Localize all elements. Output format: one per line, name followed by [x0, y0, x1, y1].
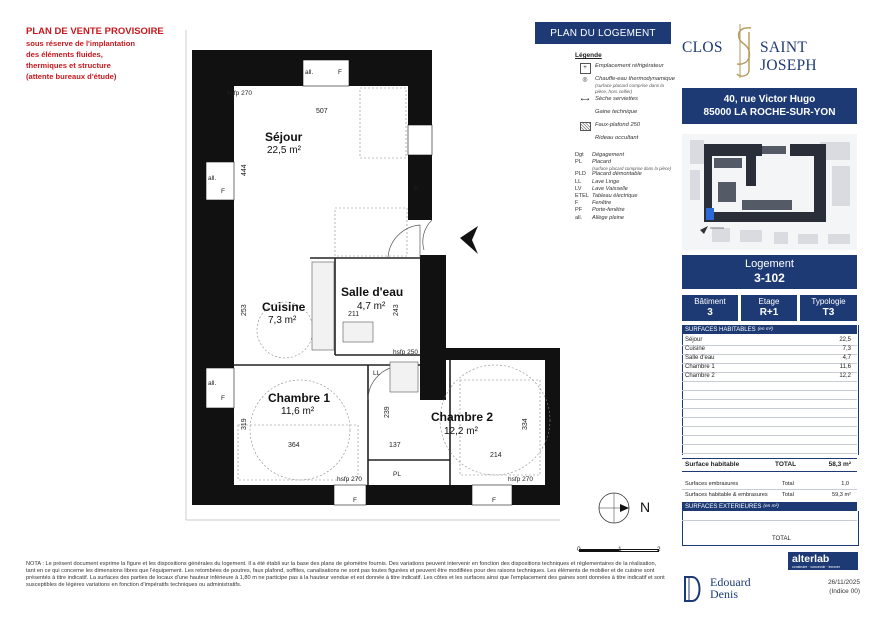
brand-tagline: construire · concevoir · innover — [792, 565, 841, 569]
towel-dryer-icon: ⟷ — [580, 97, 590, 103]
site-location-map — [682, 134, 857, 250]
address-line-1: 40, rue Victor Hugo — [723, 94, 816, 105]
notice-line: des éléments fluides, — [26, 50, 103, 59]
dim-ch2-height: 334 — [522, 418, 529, 430]
document-date: 26/11/2025 — [827, 579, 860, 586]
logo-monogram-icon — [731, 22, 757, 80]
document-revision: (Indice 00) — [829, 588, 860, 595]
allege-label: all. — [208, 380, 217, 387]
surface-row: Chambre 2 12,2 — [682, 372, 857, 382]
kitchen-counter — [312, 262, 418, 392]
abbrev-row: all. Allège pleine — [575, 214, 625, 221]
scale-0: 0 — [577, 546, 581, 553]
address-line-2: 85000 LA ROCHE-SUR-YON — [703, 107, 836, 118]
surfaces-exterieures-total: TOTAL — [772, 536, 791, 542]
scale-1: 1 — [618, 546, 622, 553]
surface-habitable-total: Surface habitable TOTAL 58,3 m² — [682, 458, 857, 472]
room-area-chambre-2: 12,2 m² — [444, 426, 478, 437]
notice-line: sous réserve de l'implantation — [26, 39, 135, 48]
abbrev-row: Dgt Dégagement — [575, 152, 625, 158]
legend-item: + Emplacement réfrigérateur — [575, 63, 675, 74]
notice-title: PLAN DE VENTE PROVISOIRE — [26, 26, 164, 37]
hsfp-sde: hsfp 250 — [393, 349, 418, 356]
architect-brand — [788, 552, 858, 570]
allege-label: all. — [305, 69, 314, 76]
promoter-logo — [682, 575, 772, 605]
surfaces-exterieures-frame — [682, 511, 859, 546]
closet-label: PL — [393, 471, 401, 478]
abbrev-row: ETEL Tableau électrique — [575, 193, 638, 200]
plan-panel-title: PLAN DU LOGEMENT — [535, 22, 671, 44]
hsfp-ch1: hsfp 270 — [337, 476, 362, 483]
legend-item: Gaine technique — [595, 109, 638, 115]
dim-dgt-height: 239 — [384, 406, 391, 418]
room-area-chambre-1: 11,6 m² — [281, 406, 315, 417]
entrance-arrow — [460, 226, 478, 254]
dim-cuisine-height: 253 — [241, 304, 248, 316]
surface-row: Cuisine 7,3 — [682, 345, 857, 355]
promoter-line-1: Edouard — [710, 575, 751, 589]
surface-row-empty — [682, 444, 857, 454]
room-name-chambre-2: Chambre 2 — [431, 410, 494, 424]
hsfp-ch2: hsfp 270 — [508, 476, 533, 483]
promoter-line-2: Denis — [710, 587, 738, 601]
dim-ch1-width: 364 — [288, 442, 300, 449]
surfaces-exterieures-header: SURFACES EXTERIEURES (en m²) — [682, 502, 857, 511]
scale-2: 2 — [657, 546, 661, 553]
logo-text-left: CLOS — [682, 39, 723, 56]
divider — [682, 520, 857, 521]
abbrev-row: PF Porte-fenêtre — [575, 207, 625, 214]
kpi-etage: Etage R+1 — [741, 295, 797, 321]
abbrev-row: LL Lave Linge — [575, 178, 620, 185]
surface-embrasures-row: Surfaces embrasures Total 1,0 — [682, 480, 857, 490]
surfaces-habitables-header: SURFACES HABITABLES (en m²) — [682, 325, 857, 334]
logement-number: 3-102 — [754, 271, 785, 285]
legend-item: ◎ Chauffe-eau thermodynamique (surface placard comprise dans la pièce, hors cellier) — [575, 76, 675, 94]
fridge-icon: + — [575, 63, 595, 74]
window-label: F — [221, 188, 225, 195]
dim-sde-width: 211 — [348, 311, 360, 318]
room-name-chambre-1: Chambre 1 — [268, 391, 331, 405]
logement-label: Logement — [745, 258, 794, 270]
logo-text-right: SAINT JOSEPH — [760, 39, 817, 74]
hsfp-sejour: hsfp 270 — [227, 90, 252, 97]
room-name-salle-deau: Salle d'eau — [341, 285, 404, 299]
dim-ch1-height: 319 — [241, 418, 248, 430]
allege-label: all. — [208, 175, 217, 182]
abbrev-row: PLD Placard démontable — [575, 171, 642, 178]
logement-box — [682, 255, 857, 289]
room-name-cuisine: Cuisine — [262, 300, 306, 314]
dim-sde-height: 243 — [393, 304, 400, 316]
dim-sejour-height: 444 — [241, 164, 248, 176]
false-ceiling-icon — [575, 122, 595, 131]
surface-row: Chambre 1 11,6 — [682, 363, 857, 373]
room-area-salle-deau: 4,7 m² — [357, 301, 386, 312]
legend-item: ⟷ Sèche serviettes — [575, 96, 675, 107]
surface-combined-row: Surfaces habitable & embrasures Total 59,3 m² — [685, 492, 851, 498]
address-box — [682, 88, 857, 124]
legend-item: Faux-plafond 250 — [575, 122, 675, 133]
washing-machine-label: LL — [373, 370, 381, 377]
room-name-sejour: Séjour — [265, 130, 303, 144]
water-heater-icon: ◎ — [582, 77, 588, 83]
kpi-batiment: Bâtiment 3 — [682, 295, 738, 321]
kpi-typologie: Typologie T3 — [800, 295, 857, 321]
room-area-cuisine: 7,3 m² — [268, 315, 297, 326]
walls — [192, 50, 560, 505]
abbrev-row: F Fenêtre — [575, 200, 612, 207]
dim-sejour-width: 507 — [316, 108, 328, 115]
promoter-monogram-icon — [682, 575, 704, 603]
document-date-block — [780, 578, 860, 596]
window-label: F — [338, 69, 342, 76]
abbrev-row: LV Lave Vaisselle — [575, 185, 628, 192]
surface-row: Salle d'eau 4,7 — [682, 354, 857, 364]
abbrev-row: PL Placard — [575, 159, 611, 166]
notice-line: (attente bureaux d'étude) — [26, 72, 117, 81]
room-area-sejour: 22,5 m² — [267, 145, 301, 156]
north-label: N — [640, 499, 651, 515]
window-label: F — [492, 497, 496, 504]
surface-row: Séjour 22,5 — [682, 336, 857, 346]
legend — [575, 52, 675, 222]
dim-ch2-width: 214 — [490, 452, 502, 459]
window-label: F — [221, 395, 225, 402]
windows — [206, 60, 512, 505]
dim-dgt-width: 137 — [389, 442, 401, 449]
notice-line: thermiques et structure — [26, 61, 111, 70]
project-logo — [680, 22, 860, 82]
legal-note: NOTA : Le présent document exprime la figure et les dispositions générales du logement. Il a été établi sur la base des plans de géomètre fournis. Des variations peuvent intervenir en fonction des dispositions techniques et réglementaires de la réalisation, tant en ce qui concerne les dimensions libres que l'équipement. Les retombées de poutres, faux plafond, soffites, canalisations ne sont pas toutes figurées et peuvent être modifiées pour des raisons techniques. Les éléments de mobilier et de cuisine sont présentés à titre indicatif. La surfaces des parties de locaux d'une hauteur inférieure à 1,80 m ne participe pas à la hauteur vendue et est donnée à titre indicatif. Les côtes et les surfaces ainsi que l'emplacement des gaines sont données à titre indicatif et sont susceptibles de légères variations en fonction d'impératifs techniques ou administratifs. — [26, 561, 665, 588]
exterior-hatch — [186, 30, 560, 520]
legend-item: Rideau occultant — [595, 135, 639, 141]
abbrev-note: (surface placard comprise dans la pièce) — [592, 166, 672, 172]
window-label: F — [353, 497, 357, 504]
brand-name: alterlab — [792, 553, 830, 565]
legend-heading: Légende — [575, 52, 602, 59]
window-label: F — [414, 186, 418, 193]
